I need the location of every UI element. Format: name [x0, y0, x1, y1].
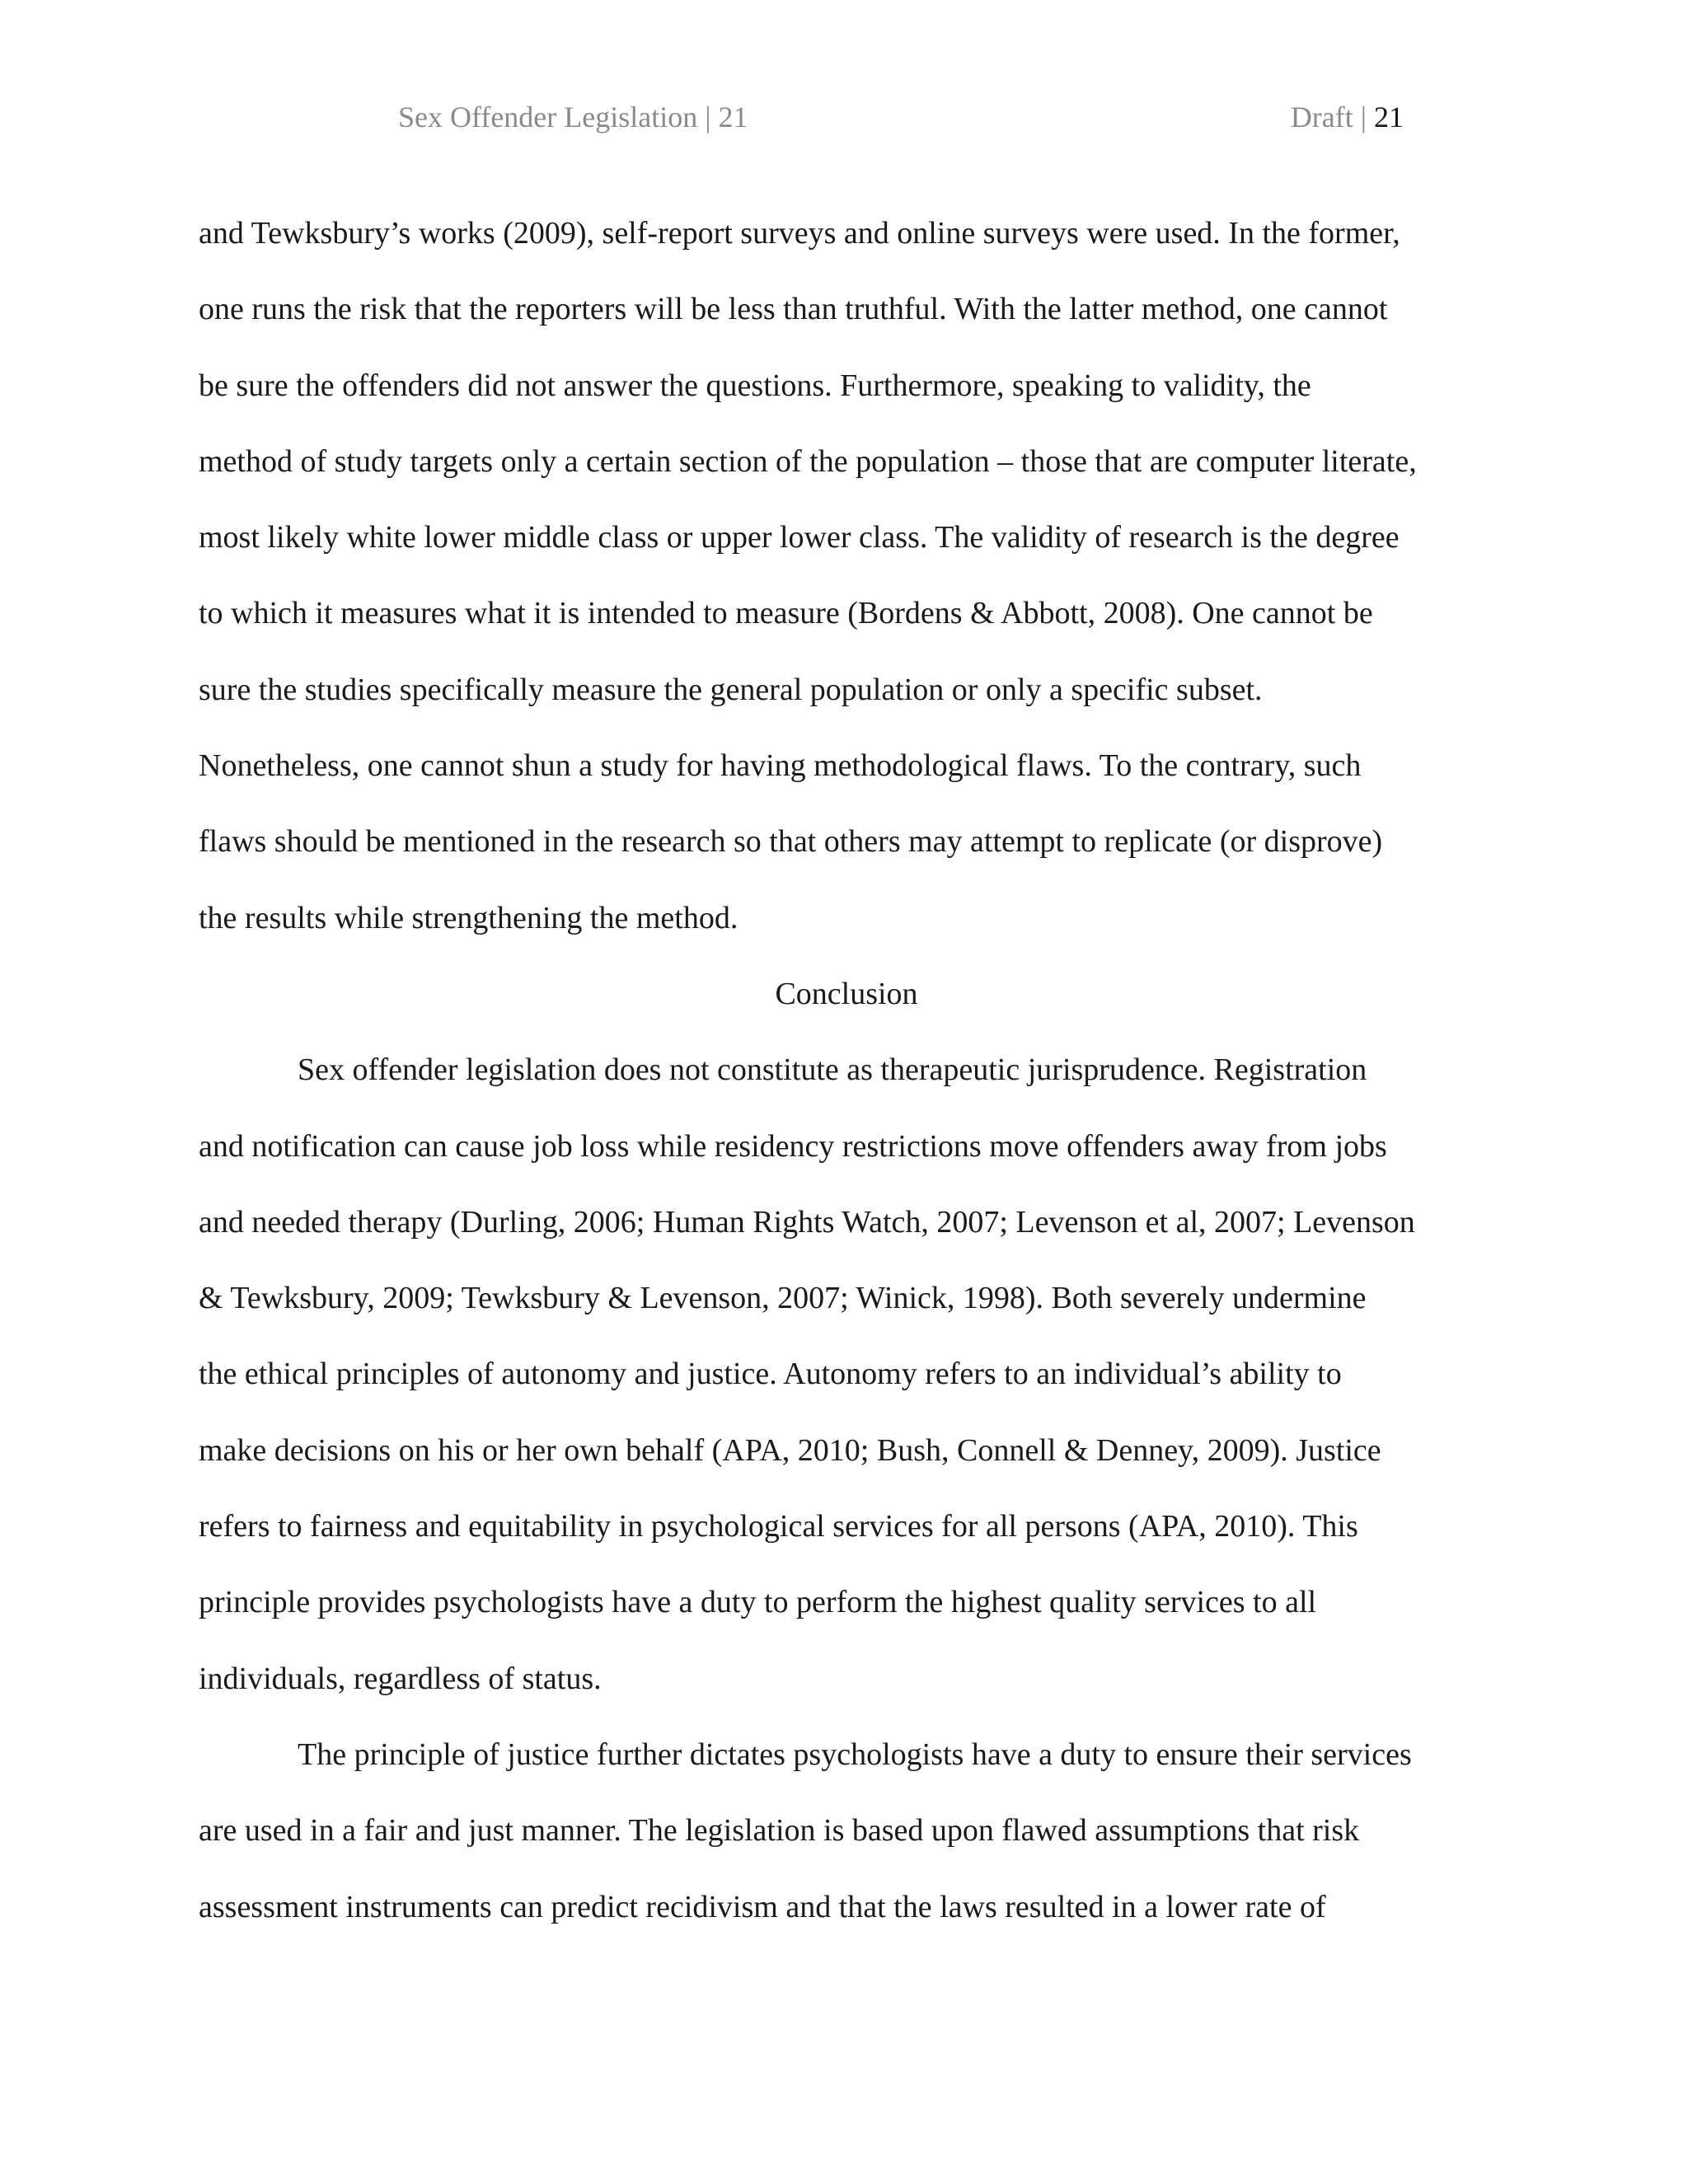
draft-page-label	[1291, 97, 1404, 137]
text-line: method of study targets only a certain section of the population – those that are computer literate,	[199, 443, 1417, 479]
text-line: the results while strengthening the method.	[199, 900, 738, 935]
text-line: and Tewksbury’s works (2009), self-report surveys and online surveys were used. In the former,	[199, 216, 1400, 251]
draft-label: Draft	[1290, 101, 1353, 134]
text-line: Nonetheless, one cannot shun a study for having methodological flaws. To the contrary, such	[199, 748, 1362, 784]
text-line: the ethical principles of autonomy and justice. Autonomy refers to an individual’s ability to	[199, 1357, 1342, 1392]
text-line: flaws should be mentioned in the research so that others may attempt to replicate (or disprove)	[199, 824, 1383, 860]
text-line: and needed therapy (Durling, 2006; Human Rights Watch, 2007; Levenson et al, 2007; Levenson	[199, 1204, 1415, 1240]
text-line: sure the studies specifically measure the general population or only a specific subset.	[199, 672, 1263, 707]
text-line: one runs the risk that the reporters will be less than truthful. With the latter method, one cannot	[199, 292, 1388, 327]
text-line: & Tewksbury, 2009; Tewksbury & Levenson, 2007; Winick, 1998). Both severely undermine	[199, 1281, 1367, 1316]
page-number: 21	[1374, 101, 1404, 134]
text-line: to which it measures what it is intended to measure (Bordens & Abbott, 2008). One cannot be	[199, 596, 1373, 631]
running-head: Sex Offender Legislation | 21	[398, 101, 748, 134]
text-line: most likely white lower middle class or upper lower class. The validity of research is the degree	[199, 520, 1400, 555]
paragraph-3	[199, 1717, 1494, 1945]
paragraph-2	[199, 1032, 1494, 1717]
text-line: make decisions on his or her own behalf (APA, 2010; Bush, Connell & Denney, 2009). Justice	[199, 1432, 1381, 1468]
text-line: Sex offender legislation does not constitute as therapeutic jurisprudence. Registration	[298, 1052, 1367, 1088]
text-line: assessment instruments can predict recidivism and that the laws resulted in a lower rate of	[199, 1889, 1326, 1924]
paragraph-1	[199, 195, 1494, 956]
section-heading: Conclusion	[775, 976, 918, 1011]
text-line: and notification can cause job loss while residency restrictions move offenders away from jobs	[199, 1128, 1387, 1164]
text-line: refers to fairness and equitability in psychological services for all persons (APA, 2010). This	[199, 1509, 1358, 1544]
draft-separator: |	[1360, 101, 1367, 134]
text-line: The principle of justice further dictates psychologists have a duty to ensure their services	[298, 1736, 1412, 1772]
text-line: principle provides psychologists have a duty to perform the highest quality services to all	[199, 1585, 1317, 1620]
body-text	[199, 195, 1494, 1945]
text-line: be sure the offenders did not answer the questions. Furthermore, speaking to validity, the	[199, 368, 1311, 403]
text-line: individuals, regardless of status.	[199, 1661, 602, 1696]
text-line: are used in a fair and just manner. The legislation is based upon flawed assumptions that risk	[199, 1813, 1360, 1849]
